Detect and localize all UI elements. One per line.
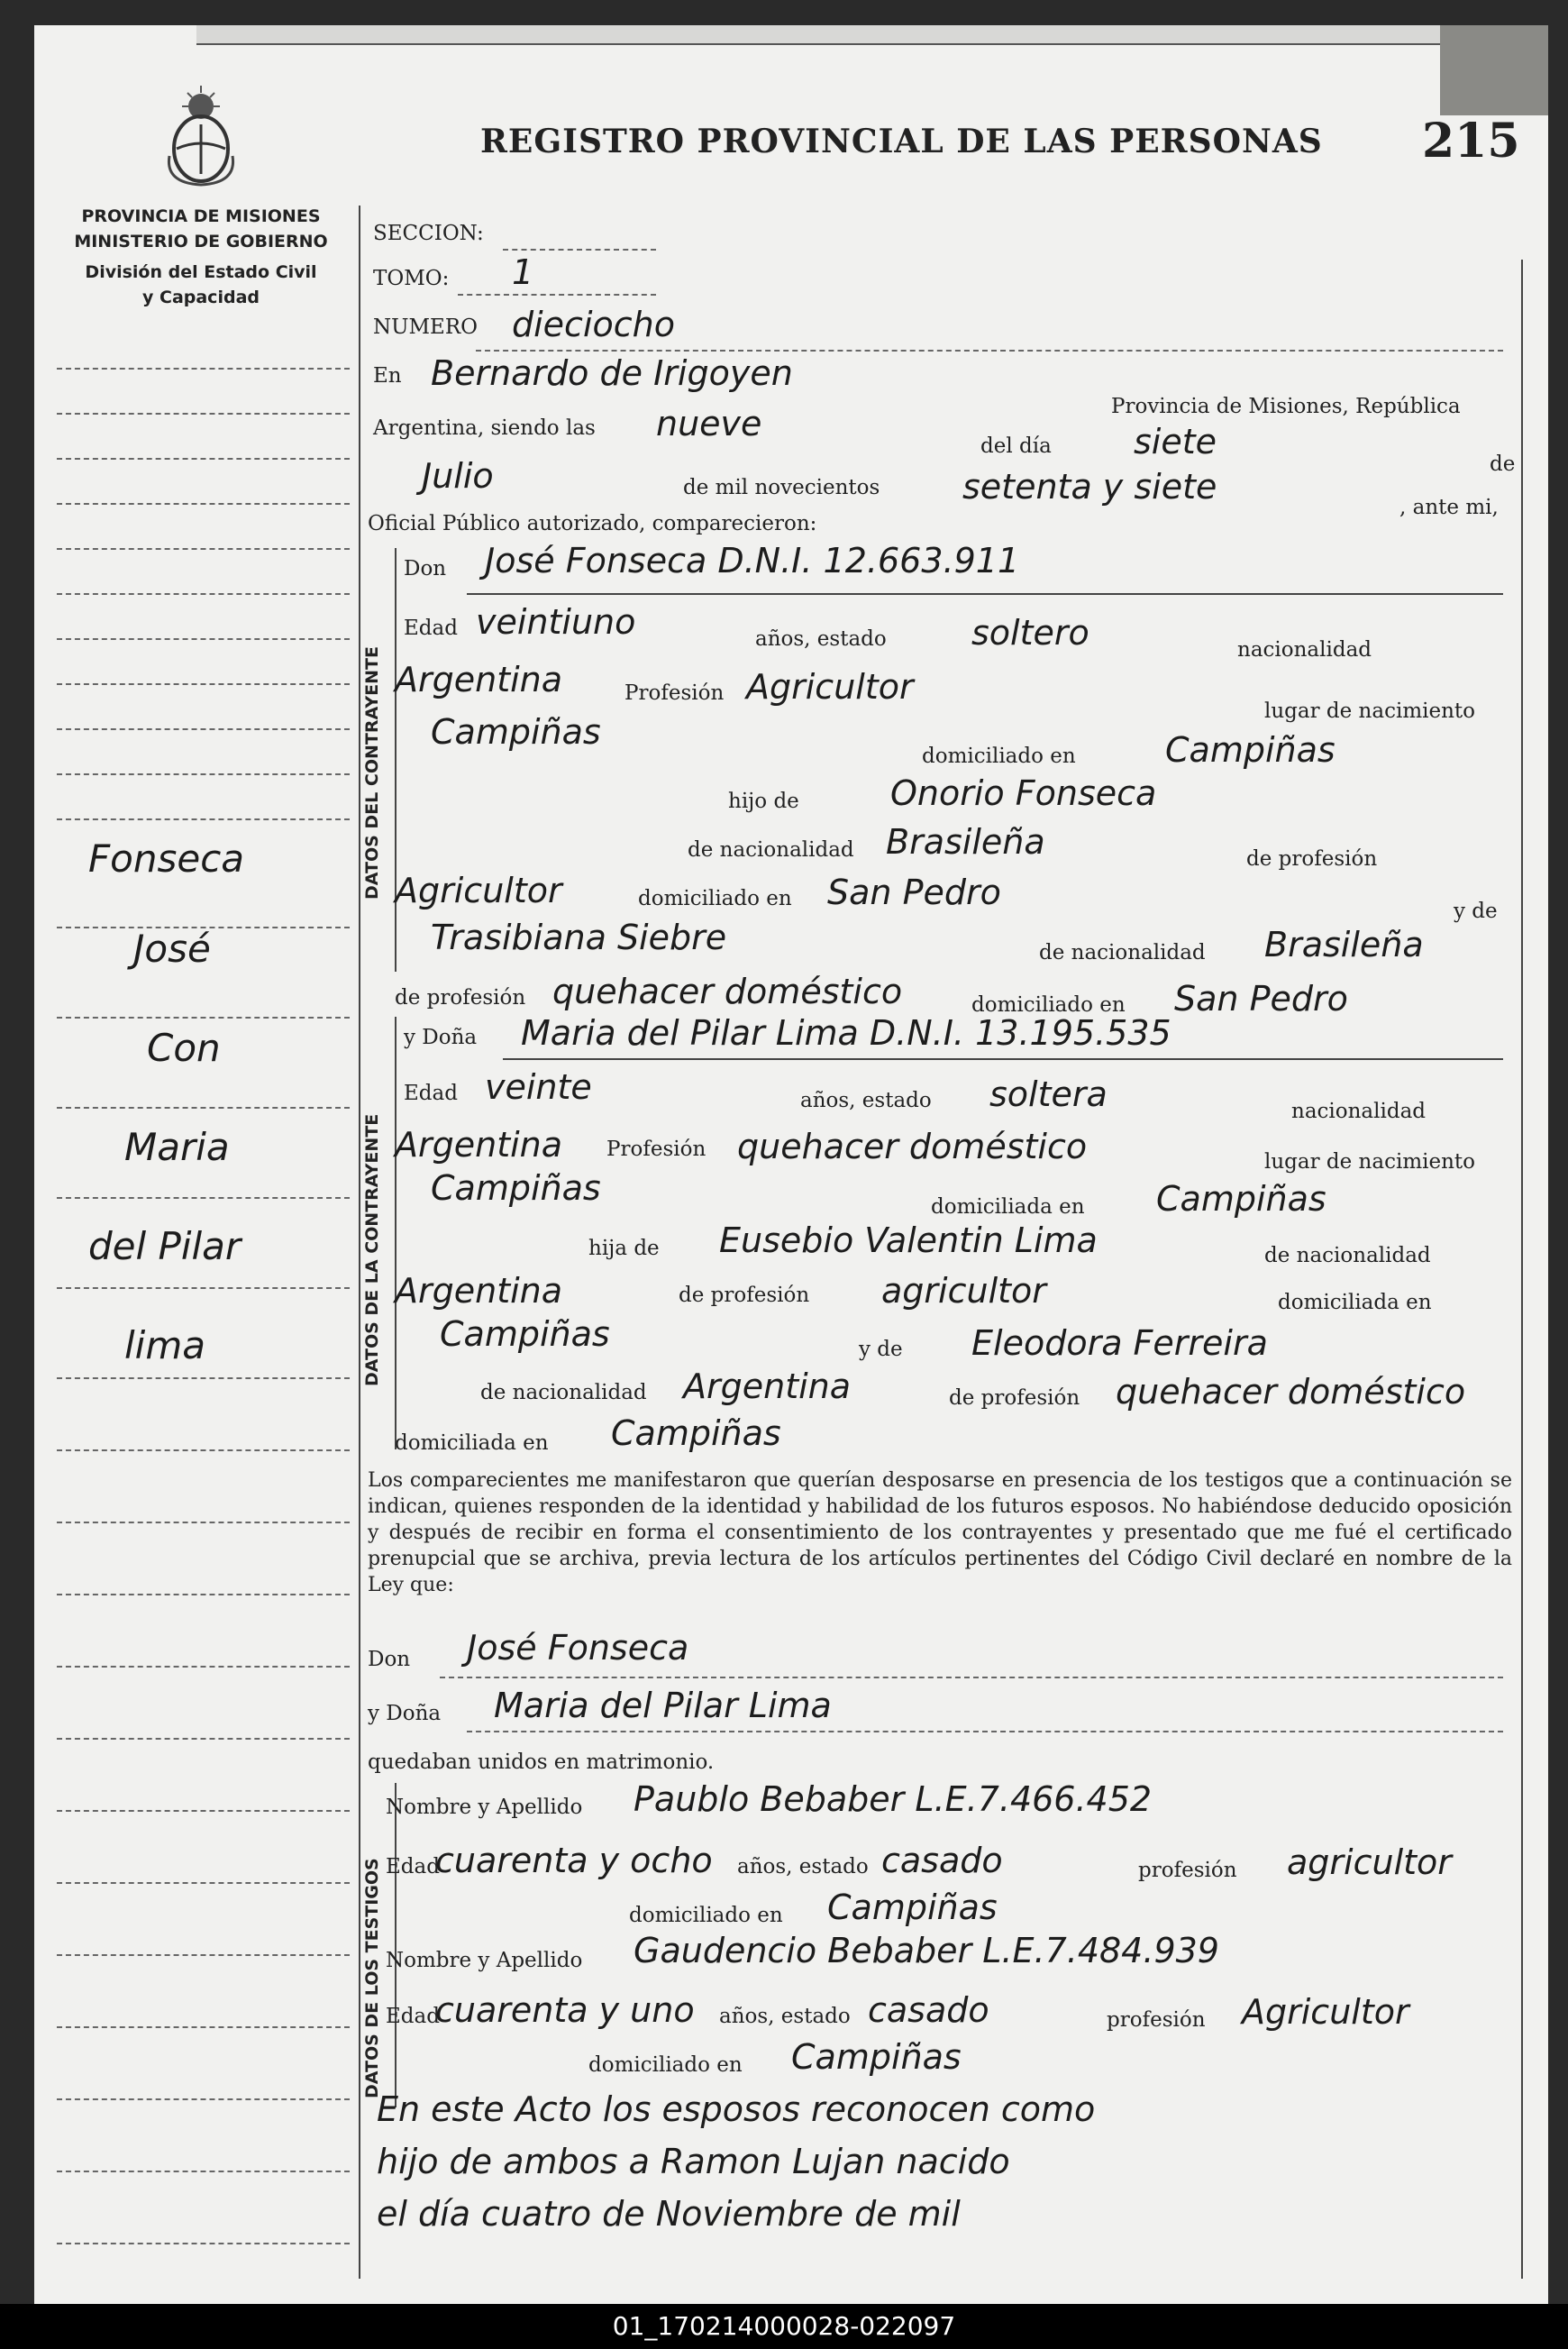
w2-anos-estado: años, estado — [719, 2005, 851, 2028]
numero-label: NUMERO — [373, 315, 479, 339]
groom-hijo-label: hijo de — [728, 790, 799, 813]
w1-profesion-label: profesión — [1138, 1859, 1237, 1882]
bride-birthplace: Campiñas — [431, 1168, 601, 1208]
groom-domiciliado-label: domiciliado en — [922, 745, 1076, 768]
w2-estado: casado — [868, 1990, 989, 2030]
bride-y-de-label: y de — [859, 1338, 903, 1361]
declaration-paragraph: Los comparecientes me manifestaron que querían desposarse en presencia de los testigos que a continuación se indican, quienes responden de la identidad y habilidad de los futuros esposos. No habiéndose deducido oposición y después de recibir en forma el consentimiento de los contrayentes y presentado que me fué el certificado prenupcial que se archiva, previa lectura de los artículos pertinentes del Código Civil declaré en nombre de la Ley que: — [368, 1469, 1512, 1596]
bride-father: Eusebio Valentin Lima — [719, 1220, 1098, 1260]
seccion-line — [503, 249, 656, 251]
groom-mother-prof-label: de profesión — [395, 986, 526, 1010]
groom-father-dom: San Pedro — [827, 873, 1001, 912]
declaration-dona-label: y Doña — [368, 1702, 442, 1725]
groom-don-label: Don — [404, 557, 447, 580]
witness-section-label: DATOS DE LOS TESTIGOS — [362, 1858, 382, 2098]
w1-prof: agricultor — [1287, 1842, 1452, 1882]
groom-name: José Fonseca D.N.I. 12.663.911 — [485, 541, 1020, 580]
bride-profession: quehacer doméstico — [737, 1127, 1088, 1166]
registry-title: REGISTRO PROVINCIAL DE LAS PERSONAS — [480, 123, 1323, 160]
margin-note-line-6: lima — [124, 1323, 205, 1367]
bride-mother-prof: quehacer doméstico — [1116, 1372, 1466, 1412]
w1-anos-estado: años, estado — [737, 1855, 869, 1878]
groom-father-nat: Brasileña — [886, 822, 1045, 862]
bride-mother-prof-label: de profesión — [949, 1386, 1080, 1410]
document-page — [34, 25, 1548, 2306]
w2-name: Gaudencio Bebaber L.E.7.484.939 — [634, 1931, 1219, 1970]
groom-de-nacionalidad-label: de nacionalidad — [688, 838, 854, 862]
groom-lugar-label: lugar de nacimiento — [1264, 699, 1475, 723]
margin-note-line-2: José — [133, 927, 211, 971]
tomo-line — [458, 294, 656, 296]
w1-dom: Campiñas — [827, 1887, 998, 1927]
w2-domiciliado-label: domiciliado en — [588, 2053, 743, 2077]
groom-nationality: Argentina — [395, 660, 563, 699]
groom-mother-nat: Brasileña — [1264, 925, 1424, 964]
w1-nombre-label: Nombre y Apellido — [386, 1796, 583, 1819]
del-dia-label: del día — [980, 434, 1052, 458]
bride-profesion-label: Profesión — [606, 1138, 707, 1161]
bride-mother-nat-label: de nacionalidad — [480, 1381, 647, 1404]
w2-nombre-label: Nombre y Apellido — [386, 1949, 583, 1972]
margin-note-line-3: Con — [147, 1026, 221, 1070]
argentina-text: Argentina, siendo las — [373, 416, 596, 440]
w2-edad-label: Edad — [386, 2005, 440, 2028]
groom-domicile: Campiñas — [1165, 730, 1336, 770]
groom-mother-prof: quehacer doméstico — [552, 972, 903, 1011]
groom-father-prof: Agricultor — [395, 871, 562, 910]
bride-de-profesion-label: de profesión — [679, 1284, 810, 1307]
declaration-don-line — [440, 1677, 1503, 1678]
groom-de-profesion-label: de profesión — [1246, 847, 1378, 871]
bride-father-dom-label: domiciliada en — [1278, 1291, 1432, 1314]
day-value: siete — [1134, 422, 1217, 462]
bride-nationality: Argentina — [395, 1125, 563, 1165]
groom-age: veintiuno — [476, 602, 636, 642]
bride-father-prof: agricultor — [881, 1271, 1046, 1311]
margin-note-line-4: Maria — [124, 1125, 230, 1169]
bride-father-nat: Argentina — [395, 1271, 563, 1311]
bride-edad-label: Edad — [404, 1082, 458, 1105]
w1-domiciliado-label: domiciliado en — [629, 1904, 783, 1927]
groom-father: Onorio Fonseca — [890, 773, 1157, 813]
image-code-footer: 01_170214000028-022097 — [0, 2304, 1568, 2349]
note-line-3: el día cuatro de Noviembre de mil — [377, 2194, 961, 2234]
frame-right-line — [1521, 260, 1523, 2279]
org-line-3: División del Estado Civil — [85, 262, 317, 282]
w1-name: Paublo Bebaber L.E.7.466.452 — [634, 1779, 1153, 1819]
org-line-2: MINISTERIO DE GOBIERNO — [74, 232, 328, 251]
bride-section-line — [395, 1017, 397, 1449]
coat-of-arms-icon — [160, 84, 242, 187]
groom-nacionalidad-label: nacionalidad — [1237, 638, 1372, 662]
groom-anos-estado: años, estado — [755, 627, 887, 651]
bride-section-label: DATOS DE LA CONTRAYENTE — [362, 1113, 382, 1386]
declaration-dona-line — [467, 1731, 1503, 1732]
numero-value: dieciocho — [512, 305, 675, 344]
bride-nacionalidad-label: nacionalidad — [1291, 1100, 1427, 1123]
place-value: Bernardo de Irigoyen — [431, 353, 793, 393]
groom-section-label: DATOS DEL CONTRAYENTE — [362, 646, 382, 900]
groom-father-dom-label: domiciliado en — [638, 887, 792, 910]
groom-mother: Trasibiana Siebre — [431, 918, 727, 957]
bride-dona-label: y Doña — [404, 1026, 478, 1049]
en-label: En — [373, 364, 402, 388]
w1-estado: casado — [881, 1841, 1003, 1880]
bride-hija-label: hija de — [588, 1237, 660, 1260]
oficial-text: Oficial Público autorizado, comparecieron: — [368, 512, 817, 535]
bride-name-line — [503, 1058, 1503, 1060]
w2-dom: Campiñas — [791, 2037, 962, 2077]
ante-mi-text: , ante mi, — [1399, 496, 1499, 519]
groom-edad-label: Edad — [404, 617, 458, 640]
month-value: Julio — [422, 456, 494, 496]
top-strip — [196, 25, 1548, 45]
w2-prof: Agricultor — [1242, 1992, 1409, 2032]
provincia-text: Provincia de Misiones, República — [1111, 395, 1461, 418]
tomo-value: 1 — [512, 252, 534, 292]
bride-domiciliada-label: domiciliada en — [931, 1195, 1085, 1219]
year-value: setenta y siete — [962, 467, 1217, 507]
groom-y-de-label: y de — [1454, 900, 1498, 923]
mil-label: de mil novecientos — [683, 476, 880, 499]
w2-profesion-label: profesión — [1107, 2008, 1206, 2032]
groom-profession: Agricultor — [746, 667, 914, 707]
frame-left-line — [359, 206, 360, 2279]
witness-section-line — [395, 1783, 397, 2107]
w1-age: cuarenta y ocho — [435, 1841, 713, 1880]
bride-age: veinte — [485, 1067, 592, 1107]
margin-note-line-5: del Pilar — [88, 1224, 242, 1268]
declaration-don-value: José Fonseca — [467, 1628, 689, 1668]
bride-mother: Eleodora Ferreira — [971, 1323, 1268, 1363]
groom-estado: soltero — [971, 613, 1089, 653]
numero-line — [476, 350, 1503, 352]
bride-mother-dom-label: domiciliada en — [395, 1431, 549, 1455]
note-line-1: En este Acto los esposos reconocen como — [377, 2089, 1096, 2129]
declaration-don-label: Don — [368, 1648, 411, 1671]
w1-edad-label: Edad — [386, 1855, 440, 1878]
bride-father-dom: Campiñas — [440, 1314, 610, 1354]
hour-value: nueve — [656, 404, 762, 443]
bride-estado: soltera — [989, 1074, 1108, 1114]
note-line-2: hijo de ambos a Ramon Lujan nacido — [377, 2142, 1010, 2181]
page-number: 215 — [1422, 114, 1520, 169]
groom-mother-nat-label: de nacionalidad — [1039, 941, 1206, 964]
bride-anos-estado: años, estado — [800, 1089, 932, 1112]
groom-mother-dom: San Pedro — [1174, 979, 1348, 1019]
bride-domicile: Campiñas — [1156, 1179, 1326, 1219]
margin-note-line-1: Fonseca — [88, 836, 245, 881]
declaration-dona-value: Maria del Pilar Lima — [494, 1686, 832, 1725]
groom-birthplace: Campiñas — [431, 712, 601, 752]
bride-name: Maria del Pilar Lima D.N.I. 13.195.535 — [521, 1013, 1171, 1053]
groom-mother-dom-label: domiciliado en — [971, 993, 1126, 1017]
seccion-label: SECCION: — [373, 222, 484, 245]
groom-name-line — [467, 593, 1503, 595]
w2-age: cuarenta y uno — [435, 1990, 695, 2030]
bride-mother-nat: Argentina — [683, 1366, 852, 1406]
book-corner — [1440, 25, 1548, 115]
declaration-closing: quedaban unidos en matrimonio. — [368, 1750, 715, 1774]
bride-lugar-label: lugar de nacimiento — [1264, 1150, 1475, 1174]
groom-profesion-label: Profesión — [624, 681, 725, 705]
org-line-4: y Capacidad — [142, 288, 260, 307]
tomo-label: TOMO: — [373, 267, 450, 290]
org-line-1: PROVINCIA DE MISIONES — [81, 206, 321, 226]
bride-mother-dom: Campiñas — [611, 1413, 781, 1453]
bride-de-nacionalidad-label: de nacionalidad — [1264, 1244, 1431, 1267]
de-label: de — [1490, 452, 1516, 476]
